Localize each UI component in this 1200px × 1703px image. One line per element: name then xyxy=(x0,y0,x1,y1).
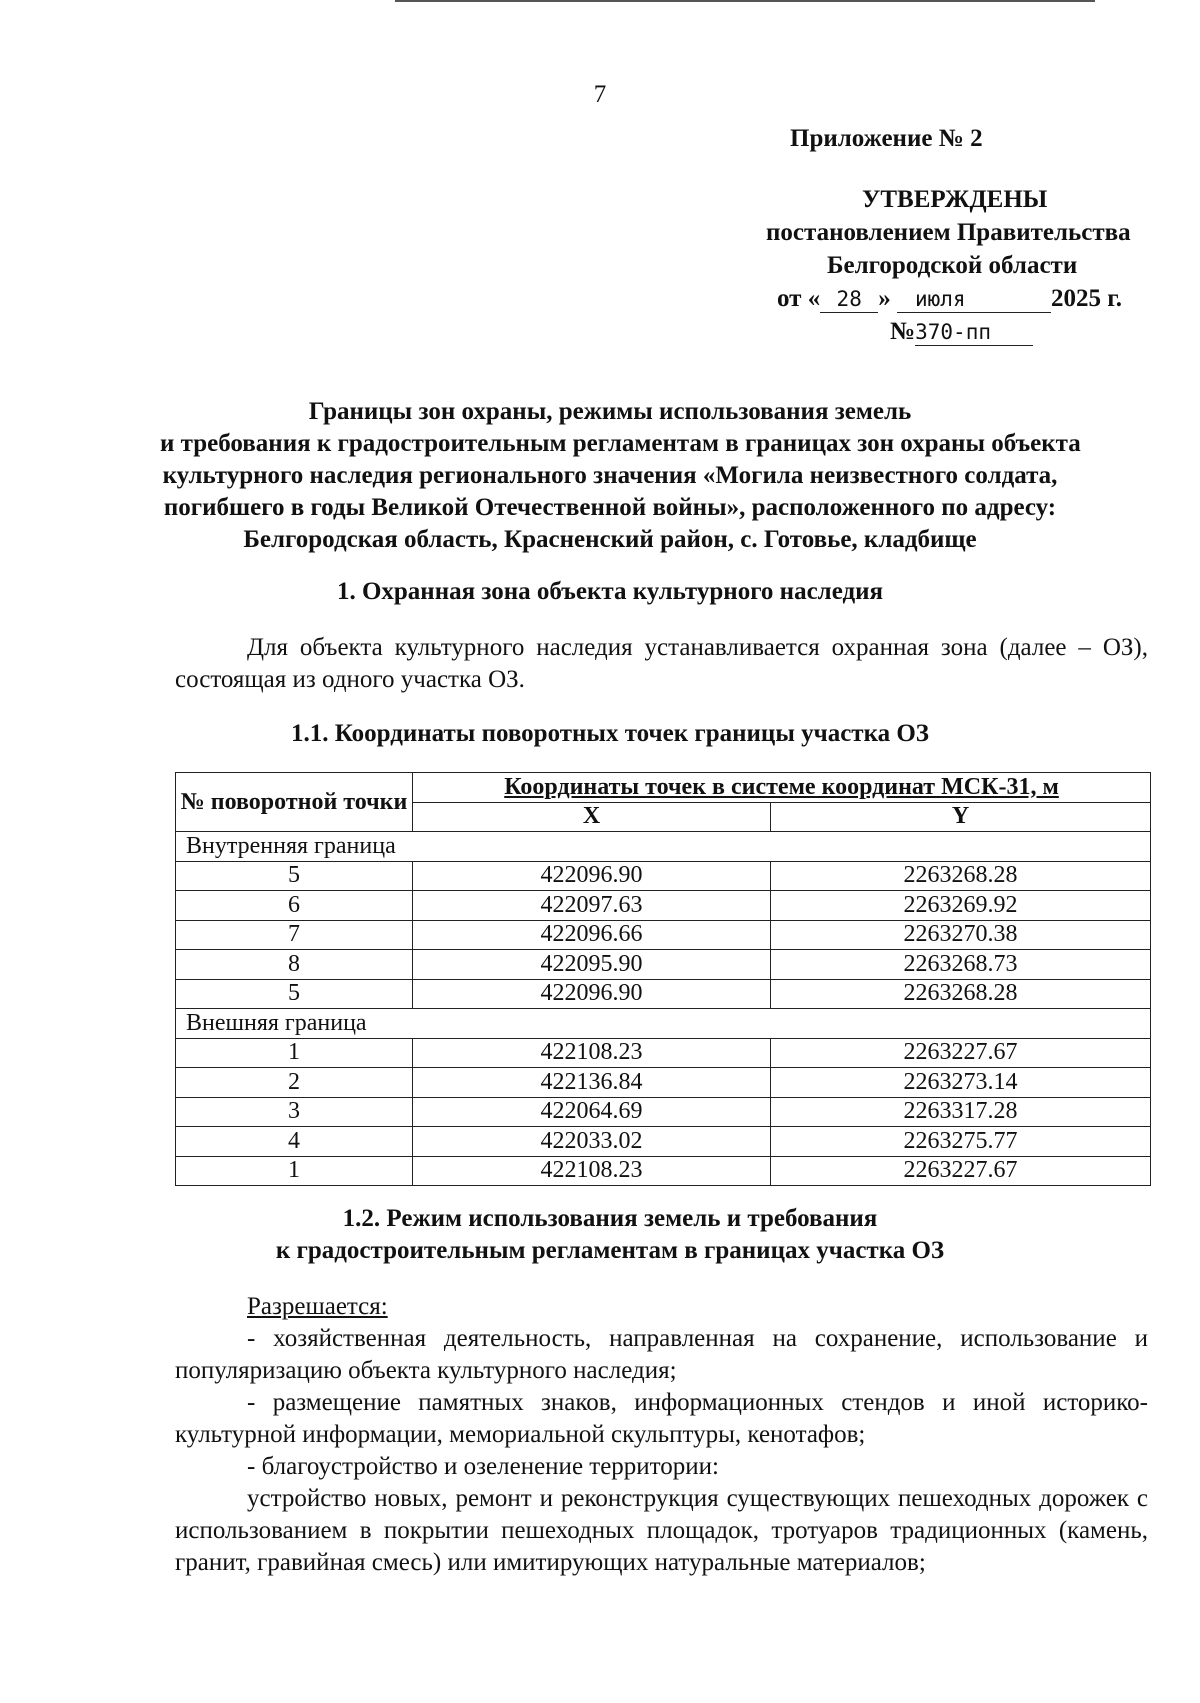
date-prefix: от « xyxy=(777,285,821,312)
section-1-heading: 1. Охранная зона объекта культурного наследия xyxy=(336,578,884,605)
document-title xyxy=(160,396,1081,556)
inner-boundary-label: Внутренняя граница xyxy=(176,832,1151,862)
cell-point: 5 xyxy=(176,979,413,1009)
cell-point: 8 xyxy=(176,950,413,980)
cell-x: 422033.02 xyxy=(413,1127,771,1157)
appendix-label: Приложение № 2 xyxy=(790,125,983,152)
cell-y: 2263317.28 xyxy=(771,1097,1151,1127)
title-line: культурного наследия регионального значения «Могила неизвестного солдата, xyxy=(162,462,1058,489)
coordinates-table xyxy=(175,772,1151,1186)
cell-y: 2263273.14 xyxy=(771,1068,1151,1098)
outer-boundary-label: Внешняя граница xyxy=(176,1009,1151,1039)
cell-y: 2263268.28 xyxy=(771,861,1151,891)
date-day-handwritten: 28 xyxy=(820,286,878,313)
approval-block xyxy=(700,183,1160,348)
approval-resolution: постановлением Правительства xyxy=(766,219,1131,246)
table-row xyxy=(176,1156,1151,1186)
table-row xyxy=(176,1097,1151,1127)
cell-x: 422095.90 xyxy=(413,950,771,980)
section-1-1-heading: 1.1. Координаты поворотных точек границы участка ОЗ xyxy=(291,720,929,747)
cell-y: 2263269.92 xyxy=(771,891,1151,921)
cell-y: 2263268.73 xyxy=(771,950,1151,980)
table-row xyxy=(176,979,1151,1009)
cell-y: 2263268.28 xyxy=(771,979,1151,1009)
approval-number xyxy=(700,315,1160,348)
cell-x: 422096.90 xyxy=(413,861,771,891)
title-line: Границы зон охраны, режимы использования земель xyxy=(308,398,912,425)
cell-x: 422136.84 xyxy=(413,1068,771,1098)
approval-date xyxy=(700,282,1160,315)
cell-x: 422108.23 xyxy=(413,1156,771,1186)
cell-y: 2263275.77 xyxy=(771,1127,1151,1157)
approval-region: Белгородской области xyxy=(827,252,1078,279)
title-line: и требования к градостроительным регламентам в границах зон охраны объекта xyxy=(160,430,1081,457)
table-row xyxy=(176,1068,1151,1098)
intro-text: Для объекта культурного наследия устанавливается охранная зона (далее – ОЗ), состоящая из одного участка ОЗ. xyxy=(175,634,1148,693)
header-point-number: № поворотной точки xyxy=(176,773,413,832)
allowed-label: Разрешается: xyxy=(247,1293,388,1320)
cell-point: 2 xyxy=(176,1068,413,1098)
cell-y: 2263227.67 xyxy=(771,1156,1151,1186)
table-row xyxy=(176,891,1151,921)
title-line: Белгородская область, Красненский район, с. Готовье, кладбище xyxy=(243,526,977,553)
header-y: Y xyxy=(771,802,1151,832)
section-1-intro xyxy=(175,632,1148,696)
permitted-item: - размещение памятных знаков, информационных стендов и иной историко-культурной информации, мемориальной скульптуры, кенотафов; xyxy=(175,1389,1148,1448)
section-1-2-heading xyxy=(160,1203,1060,1267)
cell-point: 5 xyxy=(176,861,413,891)
cell-x: 422097.63 xyxy=(413,891,771,921)
number-prefix: № xyxy=(890,318,916,345)
permitted-item: устройство новых, ремонт и реконструкция существующих пешеходных дорожек с использованием в покрытии пешеходных площадок, тротуаров традиционных (камень, гранит, гравийная смесь) или имитирующих натуральные материалов; xyxy=(175,1485,1148,1576)
cell-point: 6 xyxy=(176,891,413,921)
cell-x: 422096.66 xyxy=(413,920,771,950)
cell-point: 3 xyxy=(176,1097,413,1127)
table-section-row xyxy=(176,832,1151,862)
page-number: 7 xyxy=(593,81,607,108)
cell-point: 7 xyxy=(176,920,413,950)
date-year: 2025 г. xyxy=(1050,285,1122,312)
table-section-row xyxy=(176,1009,1151,1039)
approved-heading: УТВЕРЖДЕНЫ xyxy=(862,186,1048,213)
table-row xyxy=(176,861,1151,891)
number-handwritten: 370-пп xyxy=(915,319,1033,346)
table-row xyxy=(176,920,1151,950)
header-coordinates xyxy=(413,773,1151,803)
cell-x: 422064.69 xyxy=(413,1097,771,1127)
cell-point: 1 xyxy=(176,1038,413,1068)
permitted-activities xyxy=(175,1291,1148,1579)
section-1-2-heading-line: к градостроительным регламентам в границах участка ОЗ xyxy=(275,1237,945,1264)
cell-point: 1 xyxy=(176,1156,413,1186)
permitted-item: - хозяйственная деятельность, направленная на сохранение, использование и популяризацию объекта культурного наследия; xyxy=(175,1325,1148,1384)
header-x: X xyxy=(413,802,771,832)
table-row xyxy=(176,1038,1151,1068)
date-month-handwritten: июля xyxy=(897,286,1051,313)
header-coordinates-text: Координаты точек в системе координат МСК-31, м xyxy=(504,773,1059,800)
date-mid: » xyxy=(878,285,891,312)
scan-top-rule xyxy=(395,0,1095,2)
cell-x: 422108.23 xyxy=(413,1038,771,1068)
cell-y: 2263270.38 xyxy=(771,920,1151,950)
table-row xyxy=(176,1127,1151,1157)
cell-x: 422096.90 xyxy=(413,979,771,1009)
permitted-item: - благоустройство и озеленение территории: xyxy=(247,1453,719,1480)
cell-y: 2263227.67 xyxy=(771,1038,1151,1068)
table-row xyxy=(176,950,1151,980)
section-1-2-heading-line: 1.2. Режим использования земель и требования xyxy=(342,1205,878,1232)
cell-point: 4 xyxy=(176,1127,413,1157)
title-line: погибшего в годы Великой Отечественной войны», расположенного по адресу: xyxy=(163,494,1057,521)
